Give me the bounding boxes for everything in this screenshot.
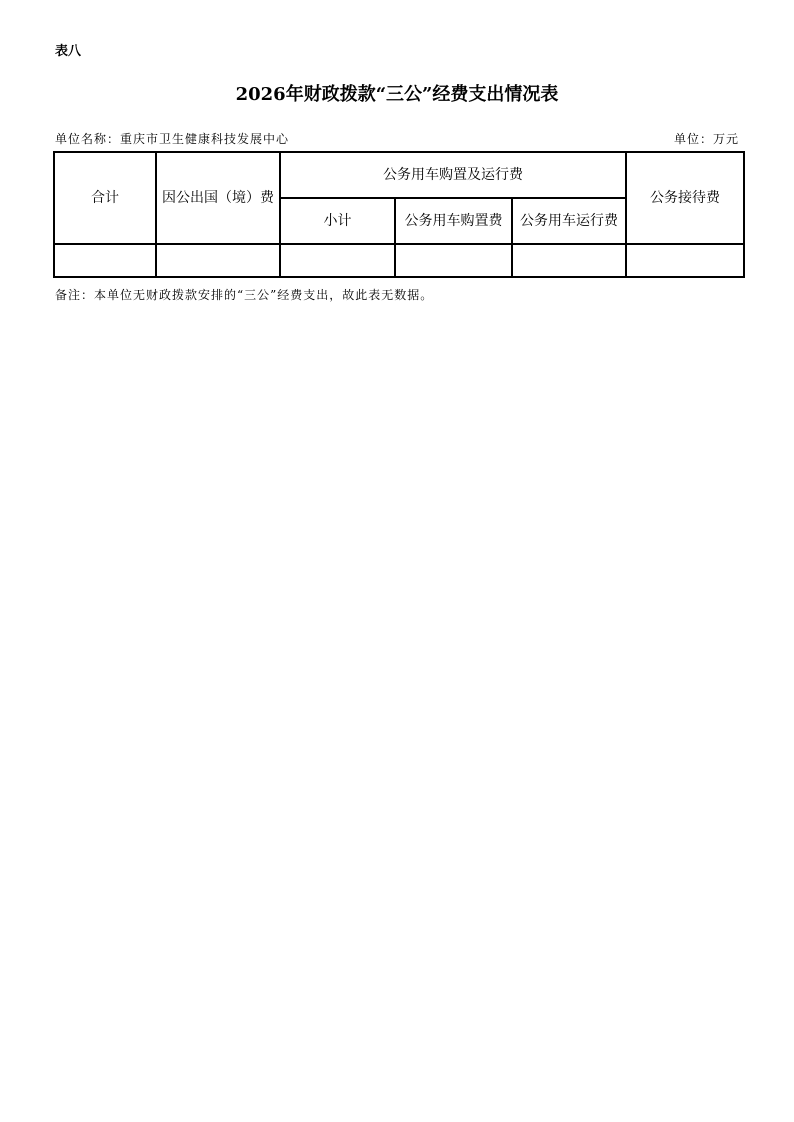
page-title: 2026年财政拨款“三公”经费支出情况表 <box>235 84 559 105</box>
header-vehicle-group: 公务用车购置及运行费 <box>280 152 626 198</box>
table-number: 表八 <box>55 44 82 59</box>
unit-measure: 单位：万元 <box>673 132 739 146</box>
header-vehicle-operation: 公务用车运行费 <box>512 198 626 244</box>
cell-reception <box>626 244 744 277</box>
header-vehicle-purchase: 公务用车购置费 <box>395 198 512 244</box>
header-reception: 公务接待费 <box>626 152 744 244</box>
cell-vehicle-operation <box>512 244 626 277</box>
header-subtotal: 小计 <box>280 198 395 244</box>
cell-subtotal <box>280 244 395 277</box>
header-total: 合计 <box>54 152 156 244</box>
footnote: 备注：本单位无财政拨款安排的“三公”经费支出，故此表无数据。 <box>55 288 434 302</box>
unit-name: 单位名称：重庆市卫生健康科技发展中心 <box>55 132 290 146</box>
expense-table <box>53 151 745 278</box>
header-overseas: 因公出国（境）费 <box>156 152 280 244</box>
cell-vehicle-purchase <box>395 244 512 277</box>
header-row-1 <box>54 152 744 198</box>
table-row <box>54 244 744 277</box>
cell-overseas <box>156 244 280 277</box>
cell-total <box>54 244 156 277</box>
